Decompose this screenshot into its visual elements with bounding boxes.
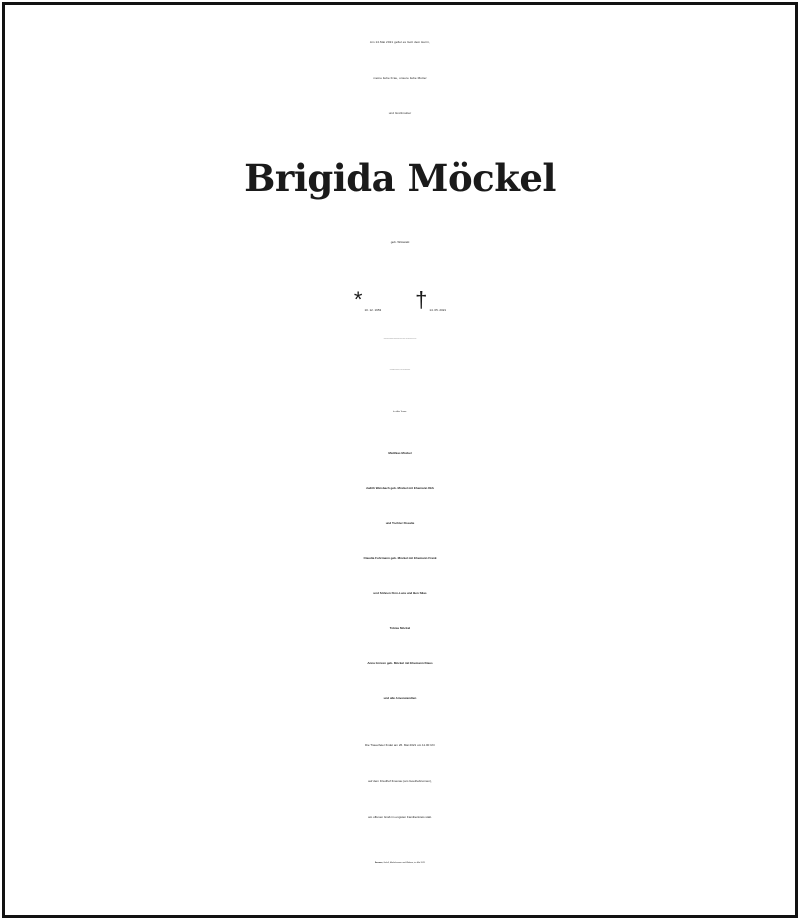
closing-rest: , Gefell, Marlishausen und Wabern, im Mai 2021 [382, 862, 426, 864]
intro-line-3: und Großmutter [388, 111, 412, 115]
intro-line-1: Am 14.Mai 2021 gefiel es Gott dem Herrn, [369, 40, 431, 44]
mourner-line: Anna Görzen geb. Möckel mit Ehemann Klaus [367, 661, 433, 665]
closing-line [0, 862, 800, 864]
body-line-1: nach kurzer schwerer Krankheit zu sich zu rufen. Nun darf sie ihren Herrn [383, 339, 417, 340]
death-date: 14. 05. 2021 [429, 308, 447, 312]
service-line-3: am offenen Grab im engsten Familienkreis statt. [368, 815, 432, 819]
service-line-2: auf dem Friedhof Ilmenau (am Goethebrunnen), [368, 779, 432, 783]
mourning-label: In stiller Trauer: [393, 411, 407, 413]
mourner-line: und alle Anverwandten [383, 696, 417, 700]
birth-date: 10. 12. 1953 [364, 308, 382, 312]
intro-line-2: meine liebe Frau, unsere liebe Mutter [373, 76, 427, 80]
mourner-line: und Tochter Rosalie [385, 521, 415, 525]
birth-name: geb. Witowski [390, 240, 410, 244]
service-line-1: Die Trauerfeier findet am 26. Mai 2021 um 11.00 Uhr [365, 743, 435, 747]
mourner-line: Tobias Möckel [389, 626, 411, 630]
body-line-2: und Erlöser schauen, an den sie geglaubt hat. [389, 370, 411, 371]
mourner-line: Claudia Fuhrmann geb. Möckel mit Ehemann Frank [363, 556, 437, 560]
mourner-line: Matthias Möckel [388, 451, 412, 455]
mourner-line: Judith Weisbach geb. Möckel mit Ehemann Dirk [365, 486, 435, 490]
cross-icon: † [415, 287, 428, 312]
life-dates [0, 287, 800, 313]
deceased-name: Brigida Möckel [244, 156, 556, 200]
mourner-line: und Söhnen Finn-Luca und Ben Silas [373, 591, 427, 595]
closing-place: Ilmenau [374, 862, 383, 864]
birth-star-icon: * [353, 287, 363, 312]
